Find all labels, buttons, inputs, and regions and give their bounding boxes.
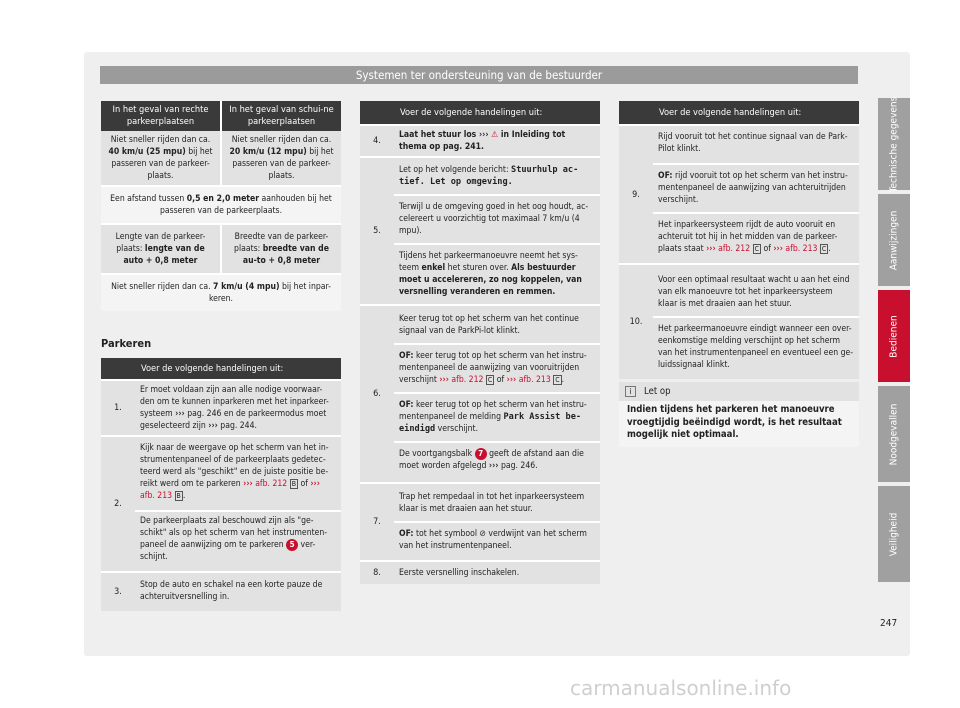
- tab-bedienen[interactable]: Bedienen: [878, 290, 910, 382]
- step-10a-text: Voor een optimaal resultaat wacht u aan het eind van elk manoeuvre tot het inparkeersysteem klaar is met draaien aan het stuur.: [653, 264, 859, 317]
- park-assist-symbol-icon: ⊘: [479, 529, 486, 539]
- steps-header: Voer de volgende handelingen uit:: [394, 101, 600, 125]
- step-9c-text: Het inparkeersysteem rijdt de auto vooruit en achteruit tot hij in het midden van de parkeer-plaats staat ››› afb. 212 C of ››› afb. 213 C .: [653, 213, 859, 264]
- info-icon: i: [625, 386, 636, 397]
- step-6b-text: OF: keer terug tot op het scherm van het instru-mentenpaneel de aanwijzing van vooruitrijden verschijnt ››› afb. 212 C of ››› afb. 213 C .: [394, 344, 600, 393]
- parking-conditions-table: [101, 101, 341, 311]
- step-number: 6.: [360, 305, 394, 483]
- step-8-text: Eerste versnelling inschakelen.: [394, 561, 600, 584]
- step-5c-text: Tijdens het parkeermanoeuvre neemt het sys-teem enkel het sturen over. Als bestuurder moet u accelereren, zo nog koppelen, van versnelling veranderen en remmen.: [394, 244, 600, 305]
- step-number: 2.: [101, 436, 135, 572]
- col-header-angled: In het geval van schui-ne parkeerplaatsen: [221, 101, 341, 131]
- step-9b-text: OF: rijd vooruit tot op het scherm van het instru-mentenpaneel de aanwijzing van achteruitrijden verschijnt.: [653, 164, 859, 213]
- cell-length: Lengte van de parkeer-plaats: lengte van de auto + 0,8 meter: [101, 224, 221, 274]
- tab-aanwijzingen[interactable]: Aanwijzingen: [878, 194, 910, 286]
- step-6a-text: Keer terug tot op het scherm van het continue signaal van de ParkPi-lot klinkt.: [394, 305, 600, 344]
- step-6c-text: OF: keer terug tot op het scherm van het instru-mentenpaneel de melding Park Assist be-eindigd verschijnt.: [394, 393, 600, 442]
- steps-table-2: [360, 101, 600, 584]
- note-header: i Let op: [619, 382, 859, 401]
- step-4-text: Laat het stuur los ››› ⚠ in Inleiding tot thema op pag. 241.: [394, 125, 600, 157]
- step-1-text: Er moet voldaan zijn aan alle nodige voorwaar-den om te kunnen inparkeren met het inparkeer-systeem ››› pag. 246 en de parkeermodus moet geselecteerd zijn ››› pag. 244.: [135, 380, 341, 436]
- tab-noodgevallen[interactable]: Noodgevallen: [878, 386, 910, 482]
- step-10b-text: Het parkeermanoeuvre eindigt wanneer een over-eenkomstige melding verschijnt op het scherm van het instrumentenpaneel en eventueel een ge-luidssignaal klinkt.: [653, 317, 859, 379]
- cell-parking-speed: Niet sneller rijden dan ca. 7 km/u (4 mpu) bij het inpar-keren.: [101, 274, 341, 311]
- step-number: 3.: [101, 572, 135, 611]
- page-number: 247: [880, 618, 898, 629]
- tab-technische-gegevens[interactable]: Technische gegevens: [878, 98, 910, 190]
- section-title-parkeren: Parkeren: [101, 337, 152, 350]
- warning-icon: ⚠: [491, 130, 499, 140]
- note-body: Indien tijdens het parkeren het manoeuvre vroegtijdig beëindigd wordt, is het resultaat mogelijk niet optimaal.: [619, 401, 859, 447]
- step-number: 9.: [619, 125, 653, 264]
- step-5a-text: Let op het volgende bericht: Stuurhulp ac-tief. Let op omgeving.: [394, 157, 600, 195]
- cell-speed-straight: Niet sneller rijden dan ca. 40 km/u (25 mpu) bij het passeren van de parkeer-plaats.: [101, 131, 221, 186]
- step-number: 5.: [360, 157, 394, 305]
- tab-veiligheid[interactable]: Veiligheid: [878, 486, 910, 582]
- step-5b-text: Terwijl u de omgeving goed in het oog houdt, ac-celereert u voorzichtig tot maximaal 7 km/u (4 mpu).: [394, 195, 600, 244]
- step-7b-text: OF: tot het symbool ⊘ verdwijnt van het scherm van het instrumentenpaneel.: [394, 522, 600, 561]
- page-header: Systemen ter ondersteuning van de bestuurder: [100, 66, 858, 84]
- cell-width: Breedte van de parkeer-plaats: breedte van de au-to + 0,8 meter: [221, 224, 341, 274]
- step-6d-text: De voortgangsbalk 7 geeft de afstand aan die moet worden afgelegd ››› pag. 246.: [394, 442, 600, 483]
- step-number: 10.: [619, 264, 653, 379]
- step-number: 7.: [360, 483, 394, 561]
- watermark: carmanualsonline.info: [570, 676, 792, 700]
- steps-header: Voer de volgende handelingen uit:: [653, 101, 859, 125]
- step-number: 1.: [101, 380, 135, 436]
- col-header-straight: In het geval van rechte parkeerplaatsen: [101, 101, 221, 131]
- step-3-text: Stop de auto en schakel na een korte pauze de achteruitversnelling in.: [135, 572, 341, 611]
- steps-table-1: [101, 358, 341, 611]
- step-7a-text: Trap het rempedaal in tot het inparkeersysteem klaar is met draaien aan het stuur.: [394, 483, 600, 522]
- cell-speed-angled: Niet sneller rijden dan ca. 20 km/u (12 mpu) bij het passeren van de parkeer-plaats.: [221, 131, 341, 186]
- steps-table-3: [619, 101, 859, 379]
- steps-header: Voer de volgende handelingen uit:: [135, 358, 341, 380]
- step-number: 8.: [360, 561, 394, 584]
- step-number: 4.: [360, 125, 394, 157]
- step-2b-text: De parkeerplaats zal beschouwd zijn als "ge-schikt" als op het scherm van het instrumenten-paneel de aanwijzing om te parkeren 5 ver-schijnt.: [135, 511, 341, 572]
- step-9a-text: Rijd vooruit tot het continue signaal van de Park-Pilot klinkt.: [653, 125, 859, 164]
- cell-distance: Een afstand tussen 0,5 en 2,0 meter aanhouden bij het passeren van de parkeerplaats.: [101, 186, 341, 224]
- step-2a-text: Kijk naar de weergave op het scherm van het in-strumentenpaneel of de parkeerplaats gedetec-teerd werd als "geschikt" en de juiste positie be-reikt werd om te parkeren ››› afb. 212 B of ››› afb. 213 B .: [135, 436, 341, 511]
